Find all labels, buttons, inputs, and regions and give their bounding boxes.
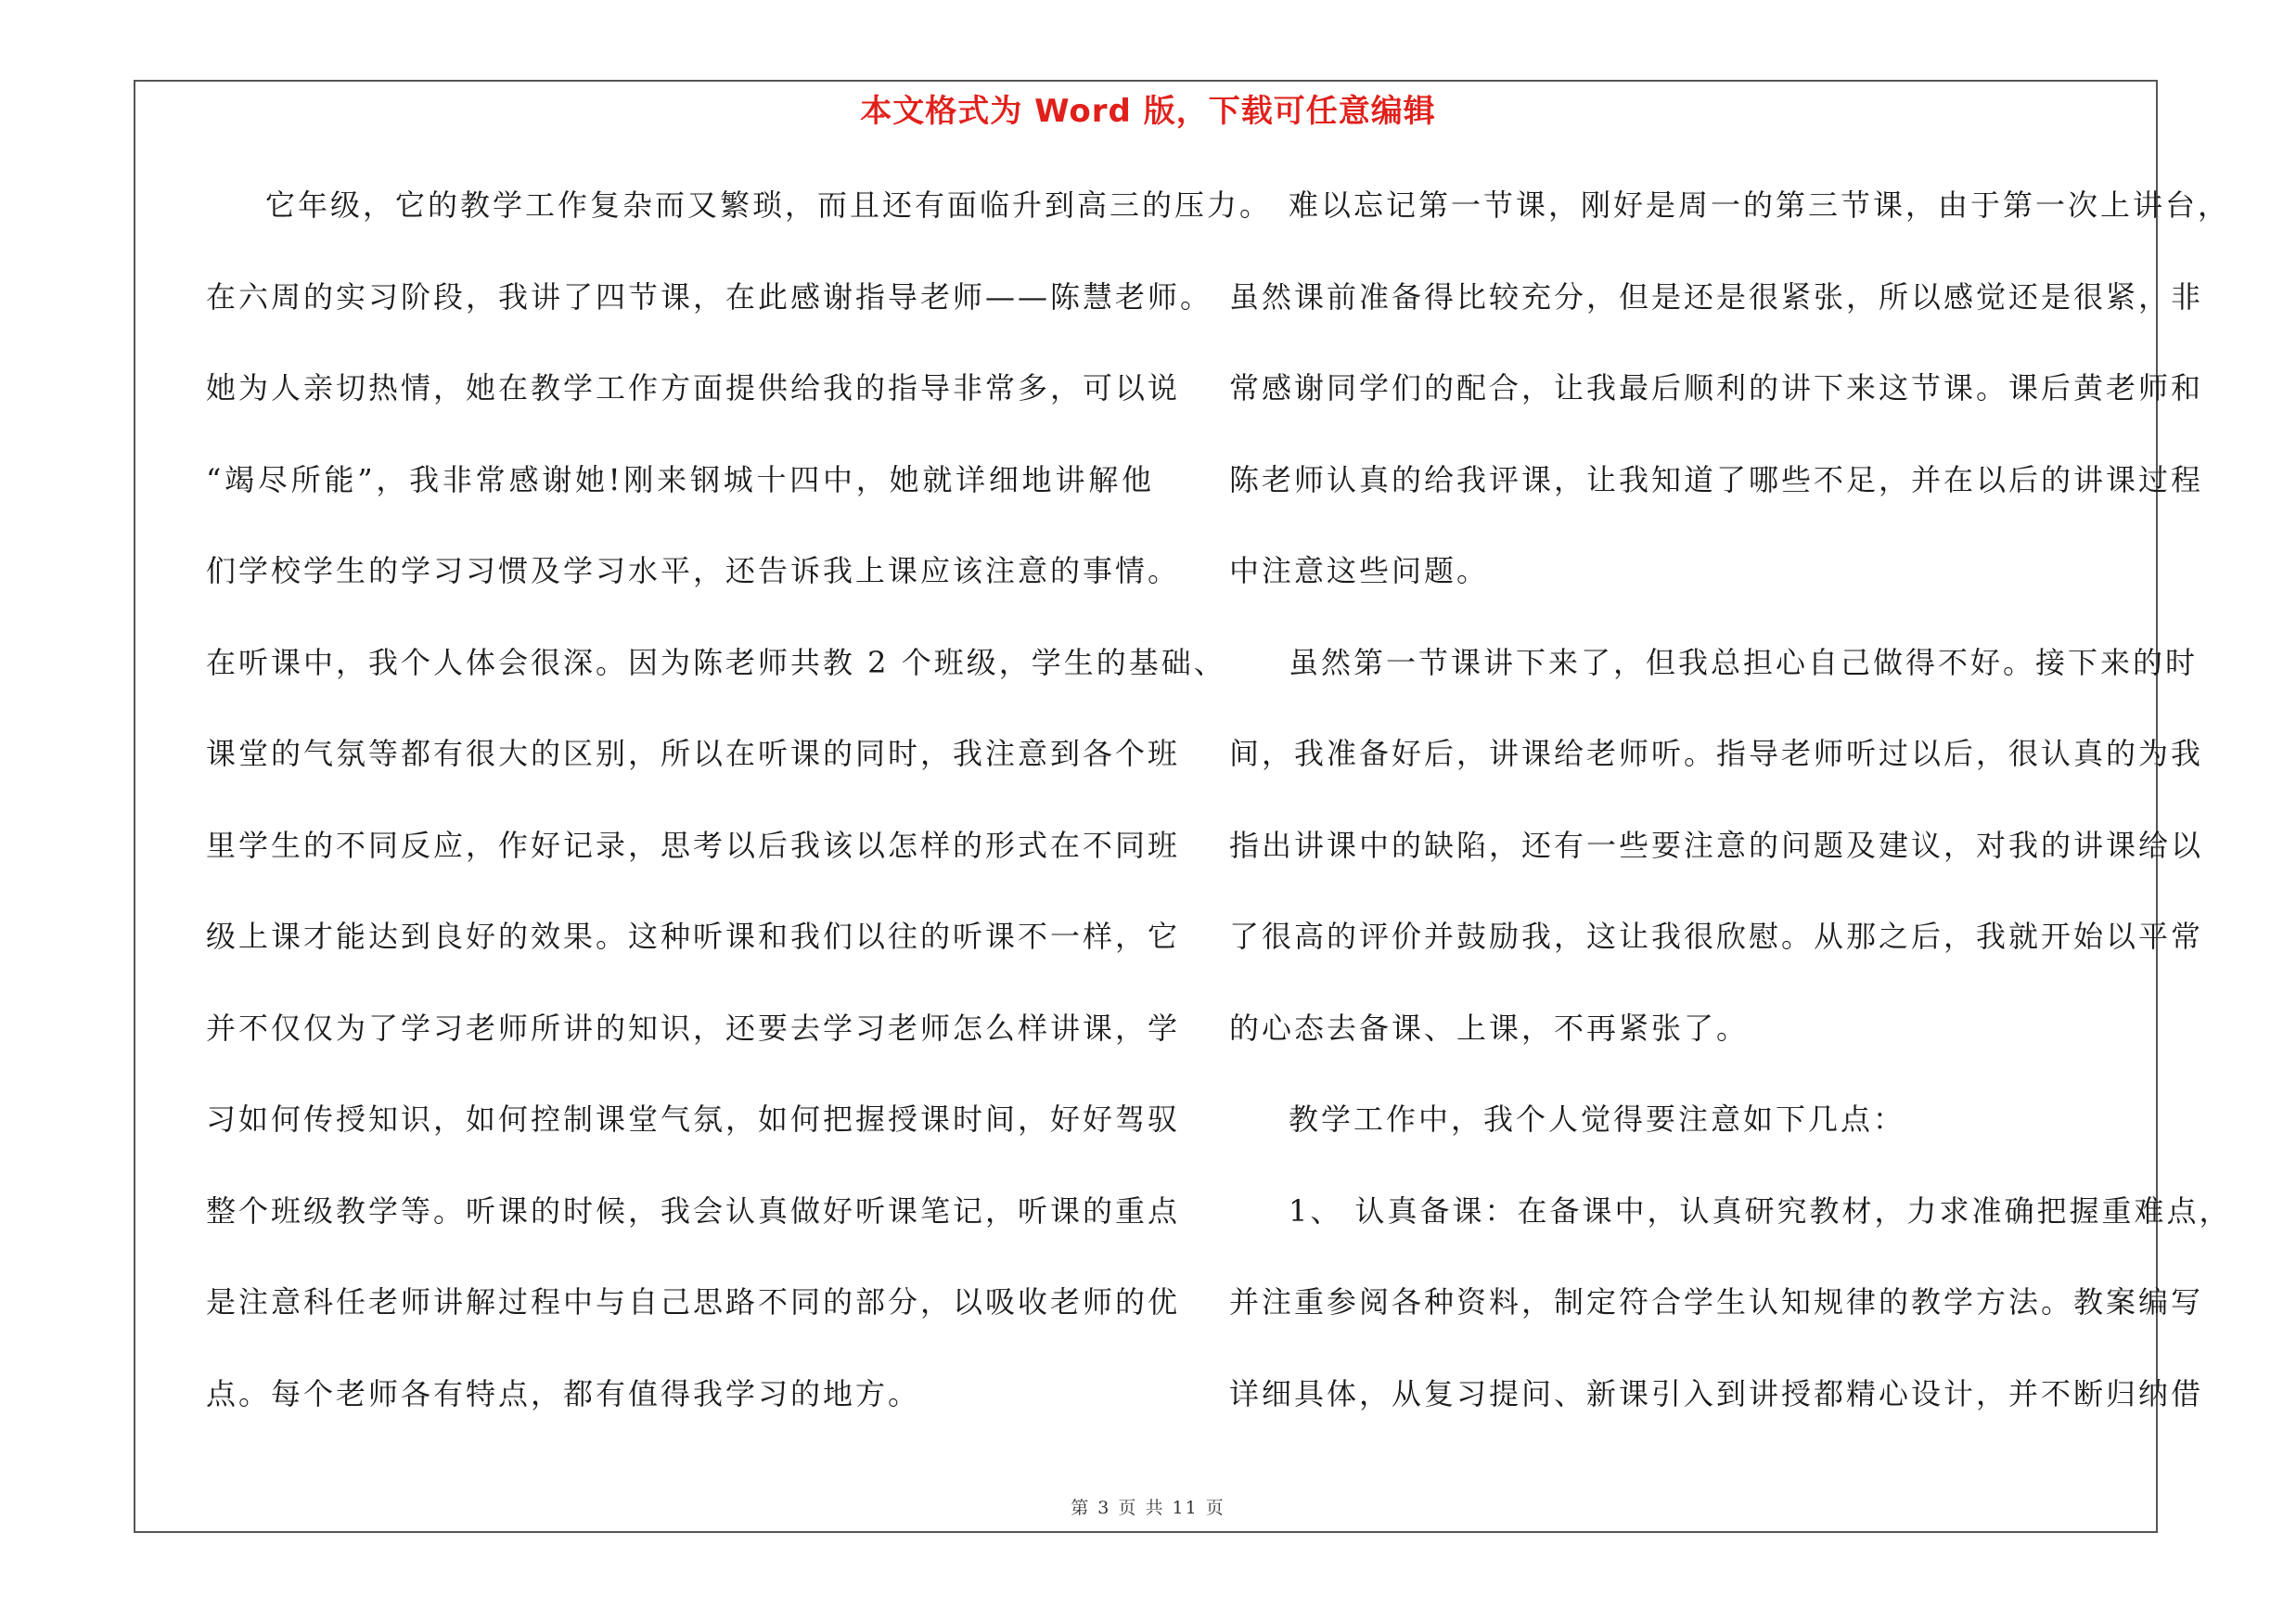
- word-format-banner: 本文格式为 Word 版，下载可任意编辑: [860, 93, 1436, 130]
- text-line: 级上课才能达到良好的效果。这种听课和我们以往的听课不一样，它: [206, 919, 1181, 954]
- text-line: 指出讲课中的缺陷，还有一些要注意的问题及建议，对我的讲课给以: [1229, 827, 2204, 863]
- text-line: 在六周的实习阶段，我讲了四节课，在此感谢指导老师——陈慧老师。: [206, 278, 1213, 315]
- text-line: 课堂的气氛等都有很大的区别，所以在听课的同时，我注意到各个班: [206, 736, 1181, 771]
- text-line: 习如何传授知识，如何控制课堂气氛，如何把握授课时间，好好驾驭: [206, 1101, 1181, 1137]
- text-line: 间，我准备好后，讲课给老师听。指导老师听过以后，很认真的为我: [1229, 736, 2204, 771]
- text-line: 在听课中，我个人体会很深。因为陈老师共教 2 个班级，学生的基础、: [206, 644, 1226, 680]
- left-text-column: [206, 160, 1273, 1439]
- right-text-column: [1229, 160, 2232, 1439]
- text-line: 详细具体，从复习提问、新课引入到讲授都精心设计，并不断归纳借: [1229, 1375, 2204, 1411]
- list-item-line: 1、 认真备课：在备课中，认真研究教材，力求准确把握重难点，: [1289, 1192, 2232, 1229]
- text-line: 中注意这些问题。: [1229, 553, 1490, 588]
- text-line: 并注重参阅各种资料，制定符合学生认知规律的教学方法。教案编写: [1229, 1284, 2204, 1320]
- text-line: 整个班级教学等。听课的时候，我会认真做好听课笔记，听课的重点: [206, 1192, 1181, 1229]
- text-line: 们学校学生的学习习惯及学习水平，还告诉我上课应该注意的事情。: [206, 553, 1181, 588]
- text-line: 点。每个老师各有特点，都有值得我学习的地方。: [206, 1375, 921, 1411]
- text-line: 她为人亲切热情，她在教学工作方面提供给我的指导非常多，可以说: [206, 370, 1181, 406]
- text-line: 它年级，它的教学工作复杂而又繁琐，而且还有面临升到高三的压力。: [265, 187, 1273, 223]
- text-line: 了很高的评价并鼓励我，这让我很欣慰。从那之后，我就开始以平常: [1229, 919, 2204, 954]
- text-line: 常感谢同学们的配合，让我最后顺利的讲下来这节课。课后黄老师和: [1229, 370, 2204, 406]
- text-line: 是注意科任老师讲解过程中与自己思路不同的部分，以吸收老师的优: [206, 1284, 1181, 1320]
- text-line: 里学生的不同反应，作好记录，思考以后我该以怎样的形式在不同班: [206, 827, 1181, 863]
- text-line: “竭尽所能”，我非常感谢她!刚来钢城十四中，她就详细地讲解他: [206, 461, 1154, 497]
- text-line: 的心态去备课、上课，不再紧张了。: [1229, 1010, 1750, 1046]
- text-line: 陈老师认真的给我评课，让我知道了哪些不足，并在以后的讲课过程: [1229, 461, 2204, 497]
- page-number-footer: 第 3 页 共 11 页: [1071, 1498, 1225, 1518]
- paragraph-start-line: 难以忘记第一节课，刚好是周一的第三节课，由于第一次上讲台，: [1289, 187, 2231, 223]
- text-line: 并不仅仅为了学习老师所讲的知识，还要去学习老师怎么样讲课，学: [206, 1010, 1181, 1046]
- paragraph-start-line: 虽然第一节课讲下来了，但我总担心自己做得不好。接下来的时: [1289, 644, 2199, 680]
- paragraph-start-line: 教学工作中，我个人觉得要注意如下几点：: [1289, 1101, 1906, 1137]
- text-line: 虽然课前准备得比较充分，但是还是很紧张，所以感觉还是很紧，非: [1229, 278, 2204, 315]
